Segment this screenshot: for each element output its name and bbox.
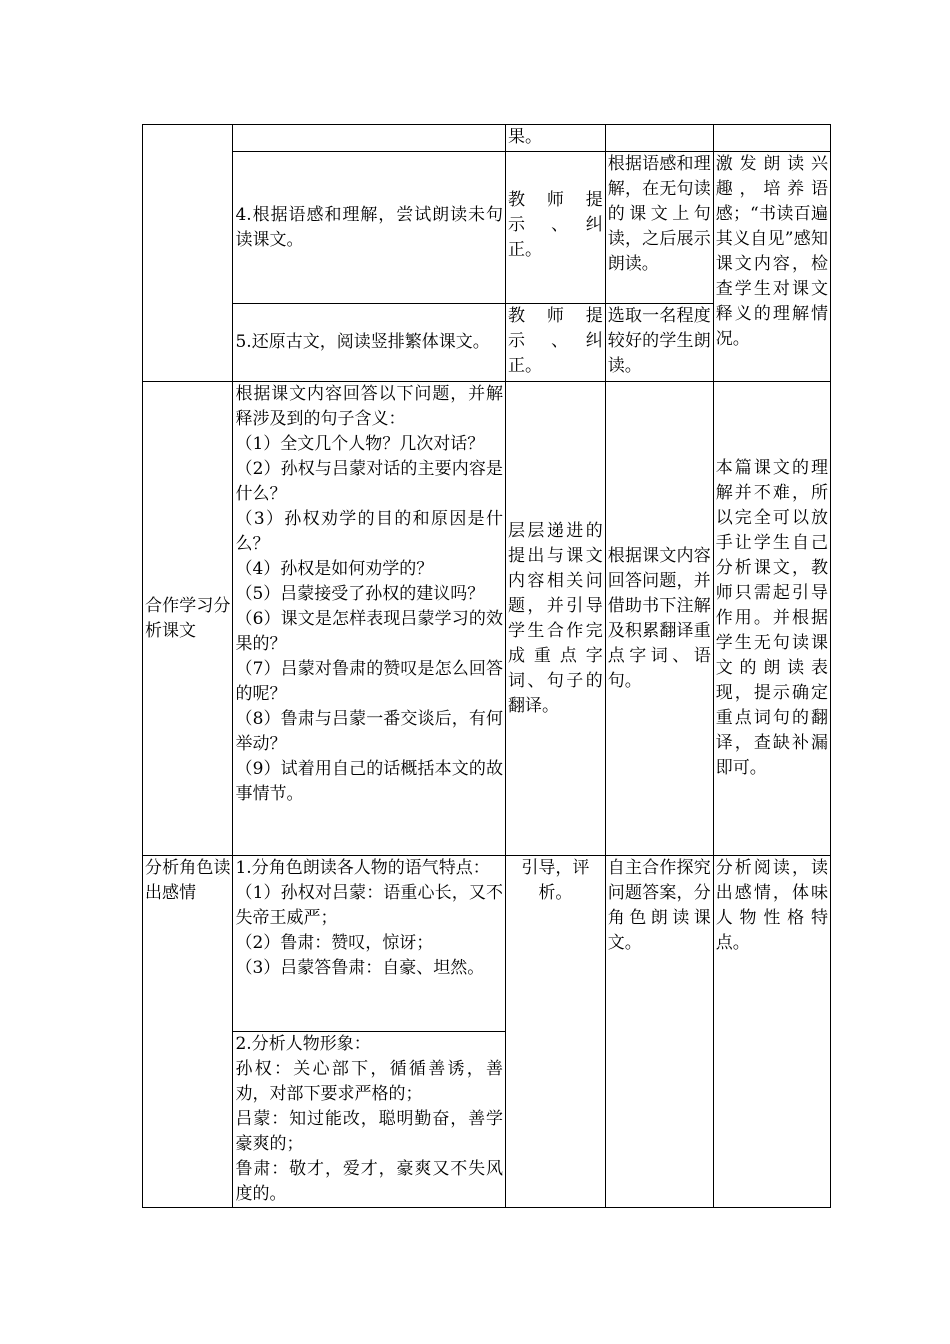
teacher-cell: 教 师 提示 、 纠正。 [506, 304, 606, 382]
question-line: （3）孙权劝学的目的和原因是什么？ [235, 509, 503, 554]
question-line: （2）孙权与吕蒙对话的主要内容是什么？ [235, 459, 503, 504]
character-line: 孙权：关心部下，循循善诱，善劝，对部下要求严格的； [235, 1059, 503, 1104]
student-cell [605, 125, 713, 152]
character-line: 鲁肃：敬才，爱才，豪爽又不失风度的。 [235, 1159, 503, 1204]
content-cell [233, 125, 506, 152]
question-line: （9）试着用自己的话概括本文的故事情节。 [235, 759, 503, 804]
table-row [143, 382, 831, 856]
stage-cell: 合作学习分析课文 [143, 382, 233, 856]
teacher-cell: 引导，评析。 [506, 856, 606, 1208]
table-row [143, 152, 831, 304]
question-line: （1）全文几个人物？几次对话？ [235, 434, 485, 454]
student-cell: 根据语感和理解，在无句读的课文上句读，之后展示朗读。 [605, 152, 713, 304]
student-cell: 自主合作探究问题答案，分角色朗读课文。 [605, 856, 713, 1208]
student-cell: 选取一名程度较好的学生朗读。 [605, 304, 713, 382]
reading-line: （2）鲁肃：赞叹，惊讶； [235, 933, 434, 953]
question-line: （7）吕蒙对鲁肃的赞叹是怎么回答的呢？ [235, 659, 503, 704]
intent-cell: 激发朗读兴趣，培养语感；“书读百遍其义自见”感知课文内容，检查学生对课文释义的理解情况。 [713, 152, 830, 382]
question-line: （5）吕蒙接受了孙权的建议吗？ [235, 584, 485, 604]
teacher-cell: 层层递进的提出与课文内容相关问题，并引导学生合作完成重点字词、句子的翻译。 [506, 382, 606, 856]
question-line: （4）孙权是如何劝学的？ [235, 559, 434, 579]
content-cell [233, 382, 506, 856]
stage-cell-empty [143, 125, 233, 382]
intent-cell [713, 125, 830, 152]
character-line: 吕蒙：知过能改，聪明勤奋，善学豪爽的； [235, 1109, 503, 1154]
reading-line: （3）吕蒙答鲁肃：自豪、坦然。 [235, 958, 485, 978]
student-cell: 根据课文内容回答问题，并借助书下注解及积累翻译重点字词、语句。 [605, 382, 713, 856]
table-row [143, 856, 831, 1032]
question-line: 根据课文内容回答以下问题，并解释涉及到的句子含义： [235, 384, 503, 429]
question-line: （8）鲁肃与吕蒙一番交谈后，有何举动？ [235, 709, 503, 754]
content-cell [233, 1032, 506, 1208]
table-row [143, 125, 831, 152]
character-line: 2.分析人物形象： [235, 1034, 371, 1054]
question-line: （6）课文是怎样表现吕蒙学习的效果的？ [235, 609, 503, 654]
stage-cell: 分析角色读出感情 [143, 856, 233, 1208]
teacher-cell: 教 师 提示 、 纠正。 [506, 152, 606, 304]
intent-cell: 分析阅读，读出感情，体味人物性格特点。 [713, 856, 830, 1208]
content-cell: 4.根据语感和理解，尝试朗读未句读课文。 [233, 152, 506, 304]
content-cell [233, 856, 506, 1032]
intent-cell: 本篇课文的理解并不难，所以完全可以放手让学生自己分析课文，教师只需起引导作用。并根据学生无句读课文的朗读表现，提示确定重点词句的翻译，查缺补漏即可。 [713, 382, 830, 856]
reading-line: （1）孙权对吕蒙：语重心长，又不失帝王威严； [235, 883, 503, 928]
lesson-plan-table [142, 124, 831, 1208]
teacher-cell: 果。 [506, 125, 606, 152]
reading-line: 1.分角色朗读各人物的语气特点： [235, 858, 490, 878]
content-cell: 5.还原古文，阅读竖排繁体课文。 [233, 304, 506, 382]
